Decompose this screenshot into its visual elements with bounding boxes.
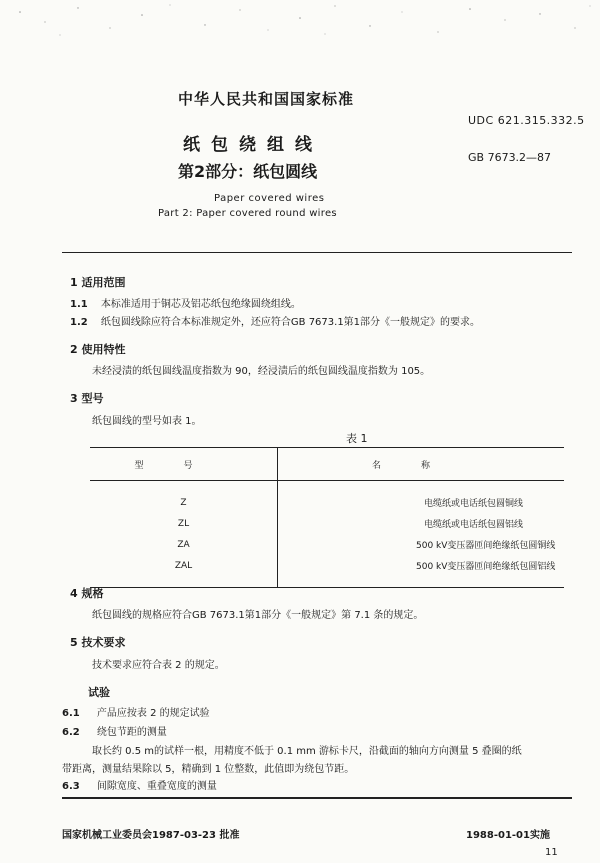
section-2-heading: 2 使用特性 bbox=[70, 343, 126, 356]
table-1-caption: 表 1 bbox=[346, 432, 368, 445]
clause-6-2-body-line-2: 带距离，测量结果除以 5，精确到 1 位整数，此值即为绕包节距。 bbox=[62, 764, 355, 775]
gb-standard-number: GB 7673.2—87 bbox=[468, 151, 552, 164]
model-cell: ZL bbox=[90, 513, 278, 534]
english-subtitle: Part 2: Paper covered round wires bbox=[158, 208, 337, 219]
document-sub-title: 第2部分：纸包圆线 bbox=[178, 162, 318, 181]
section-6-heading: 试验 bbox=[88, 686, 110, 699]
column-header-model: 型号 bbox=[90, 448, 278, 481]
section-3-text: 纸包圆线的型号如表 1。 bbox=[92, 416, 202, 427]
udc-code: UDC 621.315.332.5 bbox=[468, 114, 585, 127]
clause-number: 6.3 bbox=[62, 781, 80, 792]
clause-1-2 bbox=[70, 313, 480, 328]
name-cell: 500 kV变压器匝间绝缘纸包圆铝线 bbox=[416, 562, 556, 572]
clause-6-3 bbox=[62, 777, 217, 792]
clause-6-2-body-line-1: 取长约 0.5 m的试样一根，用精度不低于 0.1 mm 游标卡尺，沿截面的轴向方向测量 5 叠圈的纸 bbox=[92, 746, 522, 757]
header-divider bbox=[62, 252, 572, 253]
table-row bbox=[90, 513, 564, 534]
table-row bbox=[90, 534, 564, 555]
approval-line: 国家机械工业委员会1987-03-23 批准 bbox=[62, 830, 240, 841]
clause-number: 1.1 bbox=[70, 299, 88, 310]
section-2-text: 未经浸渍的纸包圆线温度指数为 90，经浸渍后的纸包圆线温度指数为 105。 bbox=[92, 366, 431, 377]
clause-1-1 bbox=[70, 295, 301, 310]
section-3-heading: 3 型号 bbox=[70, 392, 104, 405]
table-row bbox=[90, 481, 564, 514]
model-cell: ZAL bbox=[90, 555, 278, 588]
clause-text: 间隙宽度、重叠宽度的测量 bbox=[96, 781, 217, 792]
clause-text: 本标准适用于铜芯及铝芯纸包绝缘圆绕组线。 bbox=[100, 299, 301, 310]
section-5-heading: 5 技术要求 bbox=[70, 636, 126, 649]
clause-number: 6.1 bbox=[62, 708, 80, 719]
model-cell: Z bbox=[90, 481, 278, 514]
section-4-text: 纸包圆线的规格应符合GB 7673.1第1部分《一般规定》第 7.1 条的规定。 bbox=[92, 610, 424, 621]
column-header-name: 名称 bbox=[278, 448, 565, 481]
name-cell: 电缆纸或电话纸包圆铝线 bbox=[424, 520, 524, 530]
clause-6-2 bbox=[62, 723, 167, 738]
standard-header-title: 中华人民共和国国家标准 bbox=[178, 90, 355, 108]
name-cell: 电缆纸或电话纸包圆铜线 bbox=[424, 499, 524, 509]
table-row bbox=[90, 555, 564, 588]
name-cell: 500 kV变压器匝间绝缘纸包圆铜线 bbox=[416, 541, 556, 551]
model-cell: ZA bbox=[90, 534, 278, 555]
implementation-date: 1988-01-01实施 bbox=[466, 830, 550, 841]
section-4-heading: 4 规格 bbox=[70, 587, 104, 600]
clause-text: 产品应按表 2 的规定试验 bbox=[96, 708, 210, 719]
clause-number: 6.2 bbox=[62, 727, 80, 738]
clause-text: 绕包节距的测量 bbox=[96, 727, 167, 738]
document-main-title: 纸包绕组线 bbox=[183, 135, 323, 155]
page-number: 11 bbox=[545, 847, 558, 858]
section-1-heading: 1 适用范围 bbox=[70, 276, 126, 289]
clause-text: 纸包圆线除应符合本标准规定外，还应符合GB 7673.1第1部分《一般规定》的要求。 bbox=[100, 317, 481, 328]
scan-speckle-noise bbox=[0, 0, 600, 40]
clause-number: 1.2 bbox=[70, 317, 88, 328]
english-title: Paper covered wires bbox=[214, 193, 325, 204]
model-table bbox=[90, 447, 564, 588]
section-5-text: 技术要求应符合表 2 的规定。 bbox=[92, 660, 225, 671]
clause-6-1 bbox=[62, 704, 210, 719]
footer-divider bbox=[62, 797, 572, 799]
